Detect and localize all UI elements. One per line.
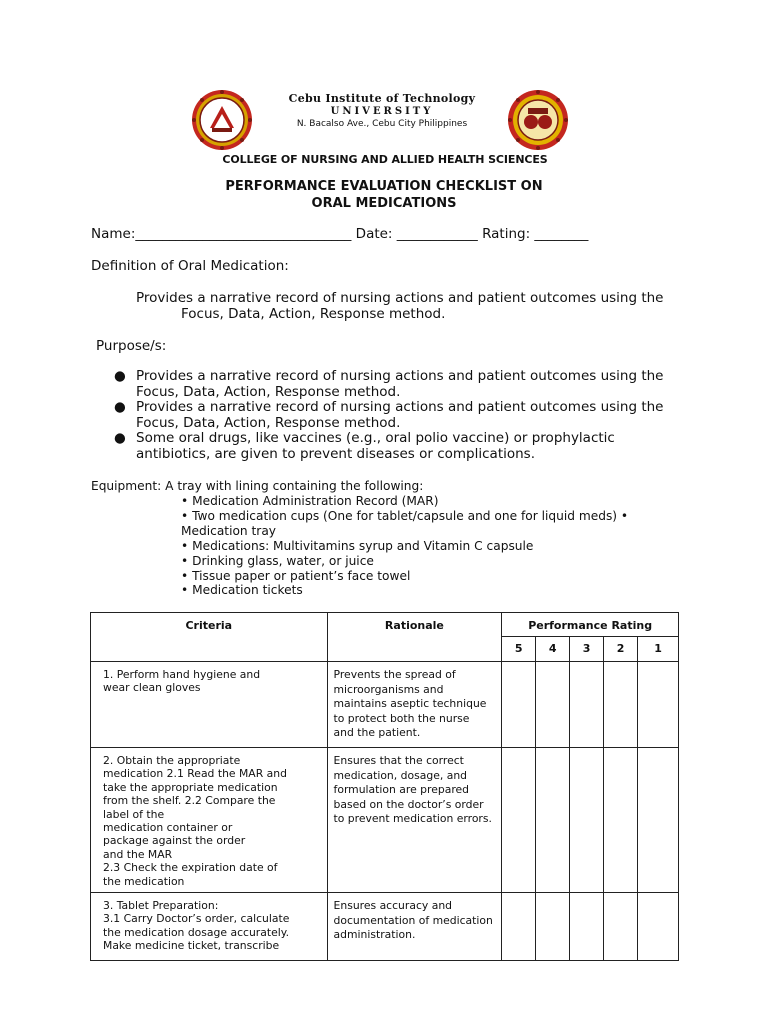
- rationale-cell: [327, 893, 502, 961]
- definition-line1: Provides a narrative record of nursing actions and patient outcomes using the: [136, 290, 664, 306]
- evaluation-table: [90, 612, 679, 961]
- list-item: • Medication Administration Record (MAR): [181, 494, 439, 508]
- rating-cell-4[interactable]: [536, 748, 570, 893]
- rationale-line: administration.: [333, 928, 416, 942]
- table-row: [91, 662, 679, 748]
- table-row: [91, 893, 679, 961]
- bullet-icon: ●: [114, 399, 126, 416]
- list-item: • Medications: Multivitamins syrup and Vitamin C capsule: [181, 538, 534, 553]
- criteria-cell: [91, 662, 328, 748]
- purpose-list: [112, 369, 672, 463]
- institution-address: N. Bacalso Ave., Cebu City Philippines: [296, 119, 468, 129]
- rationale-line: documentation of medication: [333, 913, 493, 927]
- table-header-row: [91, 613, 679, 637]
- criteria-line: 1. Perform hand hygiene and: [103, 668, 261, 681]
- criteria-line: 3. Tablet Preparation:: [103, 899, 219, 913]
- definition-heading: Definition of Oral Medication:: [91, 258, 289, 274]
- list-item: [112, 431, 672, 462]
- purpose-heading: Purpose/s:: [96, 338, 167, 354]
- university-seal-icon: [190, 88, 254, 152]
- criteria-line: from the shelf. 2.2 Compare the: [103, 794, 276, 808]
- purpose-item-text: Provides a narrative record of nursing actions and patient outcomes using the Focus, Data, Action, Response method.: [136, 368, 664, 400]
- rating-cell-2[interactable]: [604, 893, 638, 961]
- rating-cell-2[interactable]: [604, 748, 638, 893]
- rationale-cell: [327, 748, 502, 893]
- criteria-line: medication container or: [103, 821, 233, 835]
- rationale-line: formulation are prepared: [333, 783, 470, 797]
- purpose-item-text: Provides a narrative record of nursing actions and patient outcomes using the Focus, Data, Action, Response method.: [136, 399, 664, 431]
- rating-cell-5[interactable]: [502, 893, 536, 961]
- header-performance-rating: Performance Rating: [502, 613, 679, 637]
- rating-cell-1[interactable]: [638, 748, 679, 893]
- rating-5-header: 5: [502, 637, 536, 662]
- rating-cell-4[interactable]: [536, 662, 570, 748]
- list-item: • Medication tickets: [181, 583, 303, 598]
- list-item: Medication tray: [181, 523, 276, 538]
- rationale-line: and the patient.: [333, 726, 421, 740]
- institution-line2: UNIVERSITY: [330, 106, 434, 117]
- rating-cell-1[interactable]: [638, 893, 679, 961]
- rating-cell-3[interactable]: [570, 748, 604, 893]
- document-title: [0, 178, 768, 212]
- rating-cell-5[interactable]: [502, 662, 536, 748]
- college-name: COLLEGE OF NURSING AND ALLIED HEALTH SCIENCES: [222, 153, 548, 166]
- rationale-line: Ensures that the correct: [333, 754, 464, 767]
- equipment-list: [181, 494, 628, 598]
- criteria-line: take the appropriate medication: [103, 780, 278, 794]
- criteria-line: medication 2.1 Read the MAR and: [103, 767, 287, 781]
- list-item: • Tissue paper or patient’s face towel: [181, 568, 411, 583]
- criteria-line: 2. Obtain the appropriate: [103, 754, 241, 767]
- rationale-line: medication, dosage, and: [333, 768, 468, 782]
- rating-cell-3[interactable]: [570, 662, 604, 748]
- bullet-icon: ●: [114, 430, 126, 447]
- name-date-rating-line: Name:________________________________ Date: ____________ Rating: ________: [91, 226, 589, 242]
- equipment-heading: Equipment: A tray with lining containing the following:: [91, 479, 424, 493]
- rating-2-header: 2: [604, 637, 638, 662]
- rating-4-header: 4: [536, 637, 570, 662]
- rating-cell-3[interactable]: [570, 893, 604, 961]
- institution-line1: Cebu Institute of Technology: [288, 92, 476, 105]
- rationale-line: maintains aseptic technique: [333, 697, 487, 711]
- rationale-line: to protect both the nurse: [333, 711, 470, 725]
- rating-cell-1[interactable]: [638, 662, 679, 748]
- list-item: • Drinking glass, water, or juice: [181, 553, 374, 568]
- criteria-cell: [91, 893, 328, 961]
- institution-name: [272, 92, 492, 129]
- header-criteria: Criteria: [91, 613, 328, 662]
- rationale-line: Ensures accuracy and: [333, 899, 453, 913]
- list-item: [112, 400, 672, 431]
- criteria-line: Make medicine ticket, transcribe: [103, 939, 280, 953]
- list-item: [112, 369, 672, 400]
- letterhead: [190, 88, 580, 158]
- rationale-cell: [327, 662, 502, 748]
- criteria-line: package against the order: [103, 834, 246, 848]
- criteria-line: the medication: [103, 874, 185, 888]
- rationale-line: to prevent medication errors.: [333, 812, 492, 826]
- criteria-cell: [91, 748, 328, 893]
- rationale-line: Prevents the spread of: [333, 668, 456, 681]
- header-rationale: Rationale: [327, 613, 502, 662]
- purpose-item-text: Some oral drugs, like vaccines (e.g., oral polio vaccine) or prophylactic antibiotics, are given to prevent diseases or complications.: [136, 430, 615, 462]
- title-line2: ORAL MEDICATIONS: [311, 196, 457, 211]
- criteria-line: 3.1 Carry Doctor’s order, calculate: [103, 912, 290, 926]
- criteria-line: 2.3 Check the expiration date of: [103, 861, 278, 875]
- bullet-icon: ●: [114, 368, 126, 384]
- definition-line2: Focus, Data, Action, Response method.: [181, 306, 446, 322]
- rating-1-header: 1: [638, 637, 679, 662]
- rating-3-header: 3: [570, 637, 604, 662]
- criteria-line: label of the: [103, 807, 165, 821]
- college-seal-icon: [506, 88, 570, 152]
- title-line1: PERFORMANCE EVALUATION CHECKLIST ON: [225, 179, 543, 194]
- table-row: [91, 748, 679, 893]
- criteria-line: wear clean gloves: [103, 681, 201, 695]
- list-item: • Two medication cups (One for tablet/capsule and one for liquid meds) •: [181, 508, 629, 523]
- rationale-line: microorganisms and: [333, 682, 444, 696]
- rating-cell-4[interactable]: [536, 893, 570, 961]
- rating-cell-2[interactable]: [604, 662, 638, 748]
- criteria-line: and the MAR: [103, 847, 173, 861]
- criteria-line: the medication dosage accurately.: [103, 925, 290, 939]
- rationale-line: based on the doctor’s order: [333, 797, 484, 811]
- rating-cell-5[interactable]: [502, 748, 536, 893]
